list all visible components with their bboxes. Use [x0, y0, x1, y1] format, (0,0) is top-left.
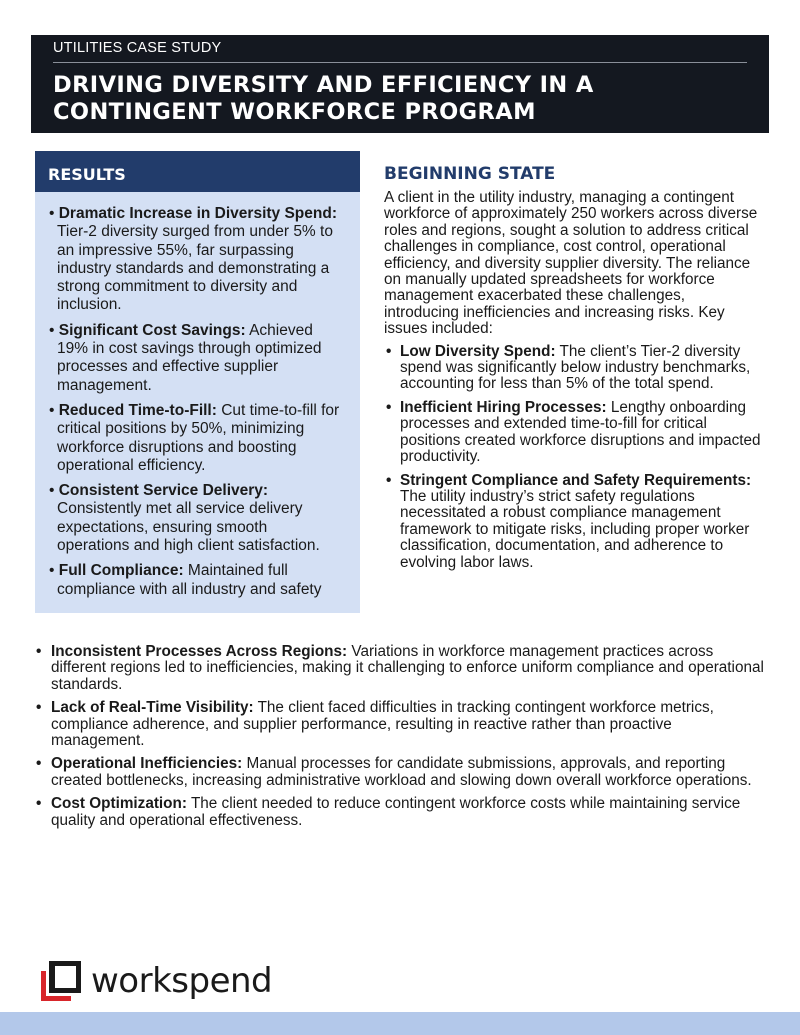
case-study-kicker: UTILITIES CASE STUDY: [53, 39, 747, 63]
beginning-item-label: Inefficient Hiring Processes:: [400, 398, 607, 416]
issue-item: [35, 756, 765, 789]
issues-list: [35, 644, 765, 836]
issue-item: [35, 796, 765, 829]
results-item: • Full Compliance: Maintained full compliance with all industry and safety: [49, 562, 322, 598]
page-title: [53, 72, 747, 126]
beginning-item-label: Stringent Compliance and Safety Requirements:: [400, 471, 752, 489]
results-item: • Reduced Time-to-Fill: Cut time-to-fill for critical positions by 50%, minimizing workforce disruptions and boosting operational efficiency.: [49, 401, 340, 474]
beginning-state-heading: BEGINNING STATE: [384, 164, 556, 184]
issue-item-label: Lack of Real-Time Visibility:: [51, 699, 254, 717]
results-item-text: Cut time-to-fill for critical positions by 50%, minimizing workforce disruptions and boosting operational efficiency.: [57, 401, 340, 474]
results-list: [35, 192, 360, 599]
issue-item-text: Variations in workforce management practices across different regions led to inefficiencies, making it challenging to enforce uniform compliance and operational standards.: [51, 643, 764, 693]
page-header: [31, 35, 769, 133]
page-title-line-1: DRIVING DIVERSITY AND EFFICIENCY IN A: [53, 72, 594, 98]
beginning-state-item: [384, 400, 764, 466]
results-panel: [35, 151, 360, 613]
workspend-wordmark: workspend: [91, 961, 273, 1001]
issue-item-text: The client faced difficulties in tracking contingent workforce metrics, compliance adherence, and supplier performance, resulting in reactive rather than proactive management.: [51, 699, 714, 750]
results-item: • Consistent Service Delivery: Consistently met all service delivery expectations, ensuring smooth operations and high client satisfaction.: [49, 482, 320, 555]
beginning-item-text: The client’s Tier-2 diversity spend was significantly below industry benchmarks, accounting for less than 5% of the total spend.: [400, 342, 751, 393]
results-item-label: Significant Cost Savings:: [58, 321, 246, 339]
issue-item-text: The client needed to reduce contingent workforce costs while maintaining service quality and operational effectiveness.: [51, 795, 741, 829]
results-item-text: Maintained full compliance with all industry and safety: [57, 562, 322, 598]
results-item-text: Achieved 19% in cost savings through optimized processes and effective supplier management.: [57, 321, 322, 394]
results-heading: RESULTS: [35, 151, 360, 192]
beginning-item-text: Lengthy onboarding processes and extended time-to-fill for critical positions created workforce disruptions and impacted productivity.: [400, 398, 761, 466]
results-item-label: Reduced Time-to-Fill:: [58, 401, 217, 419]
beginning-state-intro: A client in the utility industry, managing a contingent workforce of approximately 250 workers across diverse roles and regions, sought a solution to address critical challenges in compliance, cost control, operational efficiency, and diversity supplier diversity. The reliance on manually updated spreadsheets for workforce management exacerbated these challenges, introducing inefficiencies and increasing risks. Key issues included:: [384, 189, 758, 338]
issue-item-text: Manual processes for candidate submissions, approvals, and reporting created bottlenecks, increasing administrative workload and slowing down overall workforce operations.: [51, 755, 752, 789]
footer-band: [0, 1012, 800, 1035]
beginning-item-text: The utility industry’s strict safety regulations necessitated a robust compliance management framework to mitigate risks, including proper worker classification, documentation, and adherence to evolving labor laws.: [400, 487, 750, 571]
results-item-label: Consistent Service Delivery:: [58, 482, 269, 500]
workspend-logo-icon: [39, 959, 83, 1003]
issue-item: [35, 644, 765, 693]
beginning-state-item: [384, 473, 764, 571]
results-item-label: Dramatic Increase in Diversity Spend:: [58, 205, 337, 222]
beginning-state-section: [384, 163, 764, 578]
issue-item-label: Cost Optimization:: [51, 795, 187, 813]
beginning-item-label: Low Diversity Spend:: [400, 342, 556, 360]
results-item: • Dramatic Increase in Diversity Spend: Tier-2 diversity surged from under 5% to an impressive 55%, far surpassing industry standards and demonstrating a strong commitment to diversity and inclusion.: [49, 205, 337, 314]
beginning-state-list: [384, 344, 764, 571]
beginning-state-item: [384, 344, 764, 393]
page-title-line-2: CONTINGENT WORKFORCE PROGRAM: [53, 99, 536, 125]
results-item-text: Consistently met all service delivery expectations, ensuring smooth operations and high client satisfaction.: [57, 500, 320, 555]
workspend-logo: [39, 958, 272, 1004]
results-item: • Significant Cost Savings: Achieved 19% in cost savings through optimized processes and effective supplier management.: [49, 321, 322, 394]
issue-item-label: Operational Inefficiencies:: [51, 755, 243, 773]
issue-item-label: Inconsistent Processes Across Regions:: [51, 643, 348, 660]
issue-item: [35, 700, 765, 749]
results-item-text: Tier-2 diversity surged from under 5% to an impressive 55%, far surpassing industry standards and demonstrating a strong commitment to diversity and inclusion.: [57, 223, 333, 314]
results-item-label: Full Compliance:: [58, 562, 184, 580]
